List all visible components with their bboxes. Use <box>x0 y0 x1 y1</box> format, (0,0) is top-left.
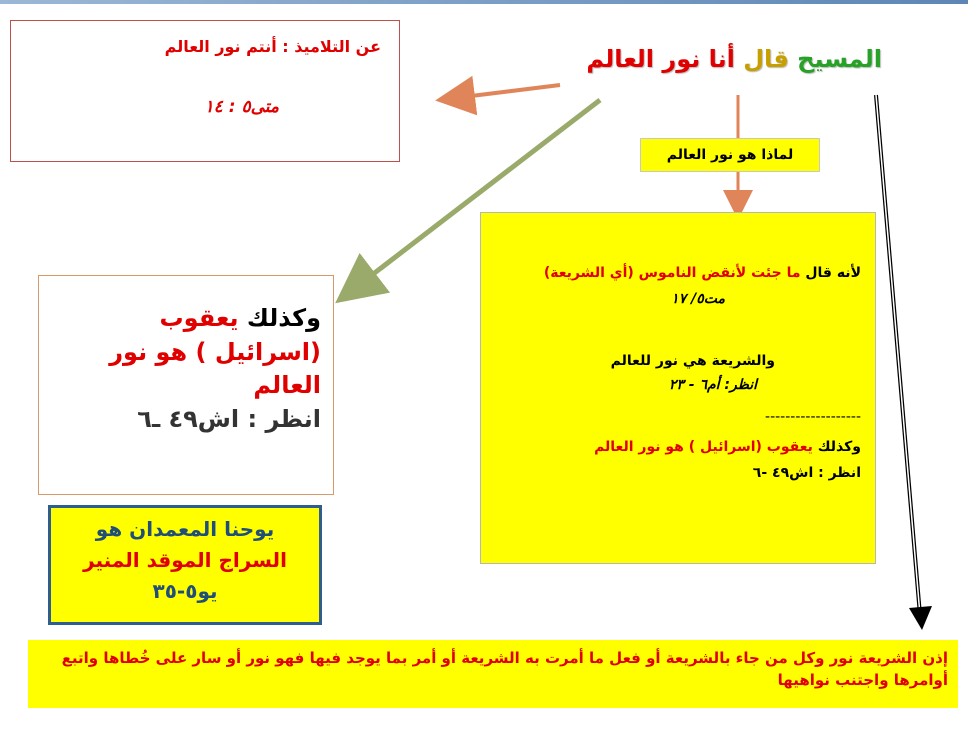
heading-light-of-world: أنا نور العالم <box>586 45 735 73</box>
law-box <box>480 212 876 564</box>
john-line-2: السراج الموقد المنير <box>83 548 287 572</box>
arrow-to-conclusion-head <box>909 606 932 630</box>
law-line-3: وكذلك يعقوب (اسرائيل ) هو نور العالم <box>594 439 861 455</box>
conclusion-box: إذن الشريعة نور وكل من جاء بالشريعة أو فعل ما أمرت به الشريعة أو أمر بما يوجد فيها فهو نور أو سار على خُطاها واتبع أوامرها واجتنب نواهيها <box>28 640 958 708</box>
disciples-statement: عن التلاميذ : أنتم نور العالم <box>164 37 381 56</box>
john-box <box>48 505 322 625</box>
jacob-box <box>38 275 334 495</box>
law-line-2: والشريعة هي نور للعالم <box>610 353 775 369</box>
question-box: لماذا هو نور العالم <box>640 138 820 172</box>
heading-said: قال <box>743 45 789 73</box>
john-line-1: يوحنا المعمدان هو <box>95 517 275 541</box>
jacob-reference: انظر : اش٤٩ ـ٦ <box>137 404 321 433</box>
arrow-to-disciples <box>455 85 560 98</box>
disciples-reference: متى٥ : ١٤ <box>204 97 279 117</box>
jacob-text <box>51 302 321 436</box>
law-line-3-ref: انظر : اش٤٩ -٦ <box>752 465 861 481</box>
law-separator: ------------------- <box>765 409 861 425</box>
jacob-name: يعقوب <box>159 304 239 332</box>
john-reference: يو٥-٣٥ <box>152 579 218 603</box>
heading-christ: المسيح <box>797 45 882 73</box>
law-line-1-ref: مت٥/ ١٧ <box>671 291 725 307</box>
main-heading <box>560 45 882 85</box>
law-line-2-ref: انظر: أم٦ - ٢٣ <box>668 377 757 393</box>
disciples-box <box>10 20 400 162</box>
jacob-statement: (اسرائيل ) هو نور العالم <box>109 337 321 400</box>
law-line-1: لأنه قال ما جئت لأنقض الناموس (أي الشريعة) <box>543 265 861 281</box>
jacob-also: وكذلك <box>246 304 321 332</box>
